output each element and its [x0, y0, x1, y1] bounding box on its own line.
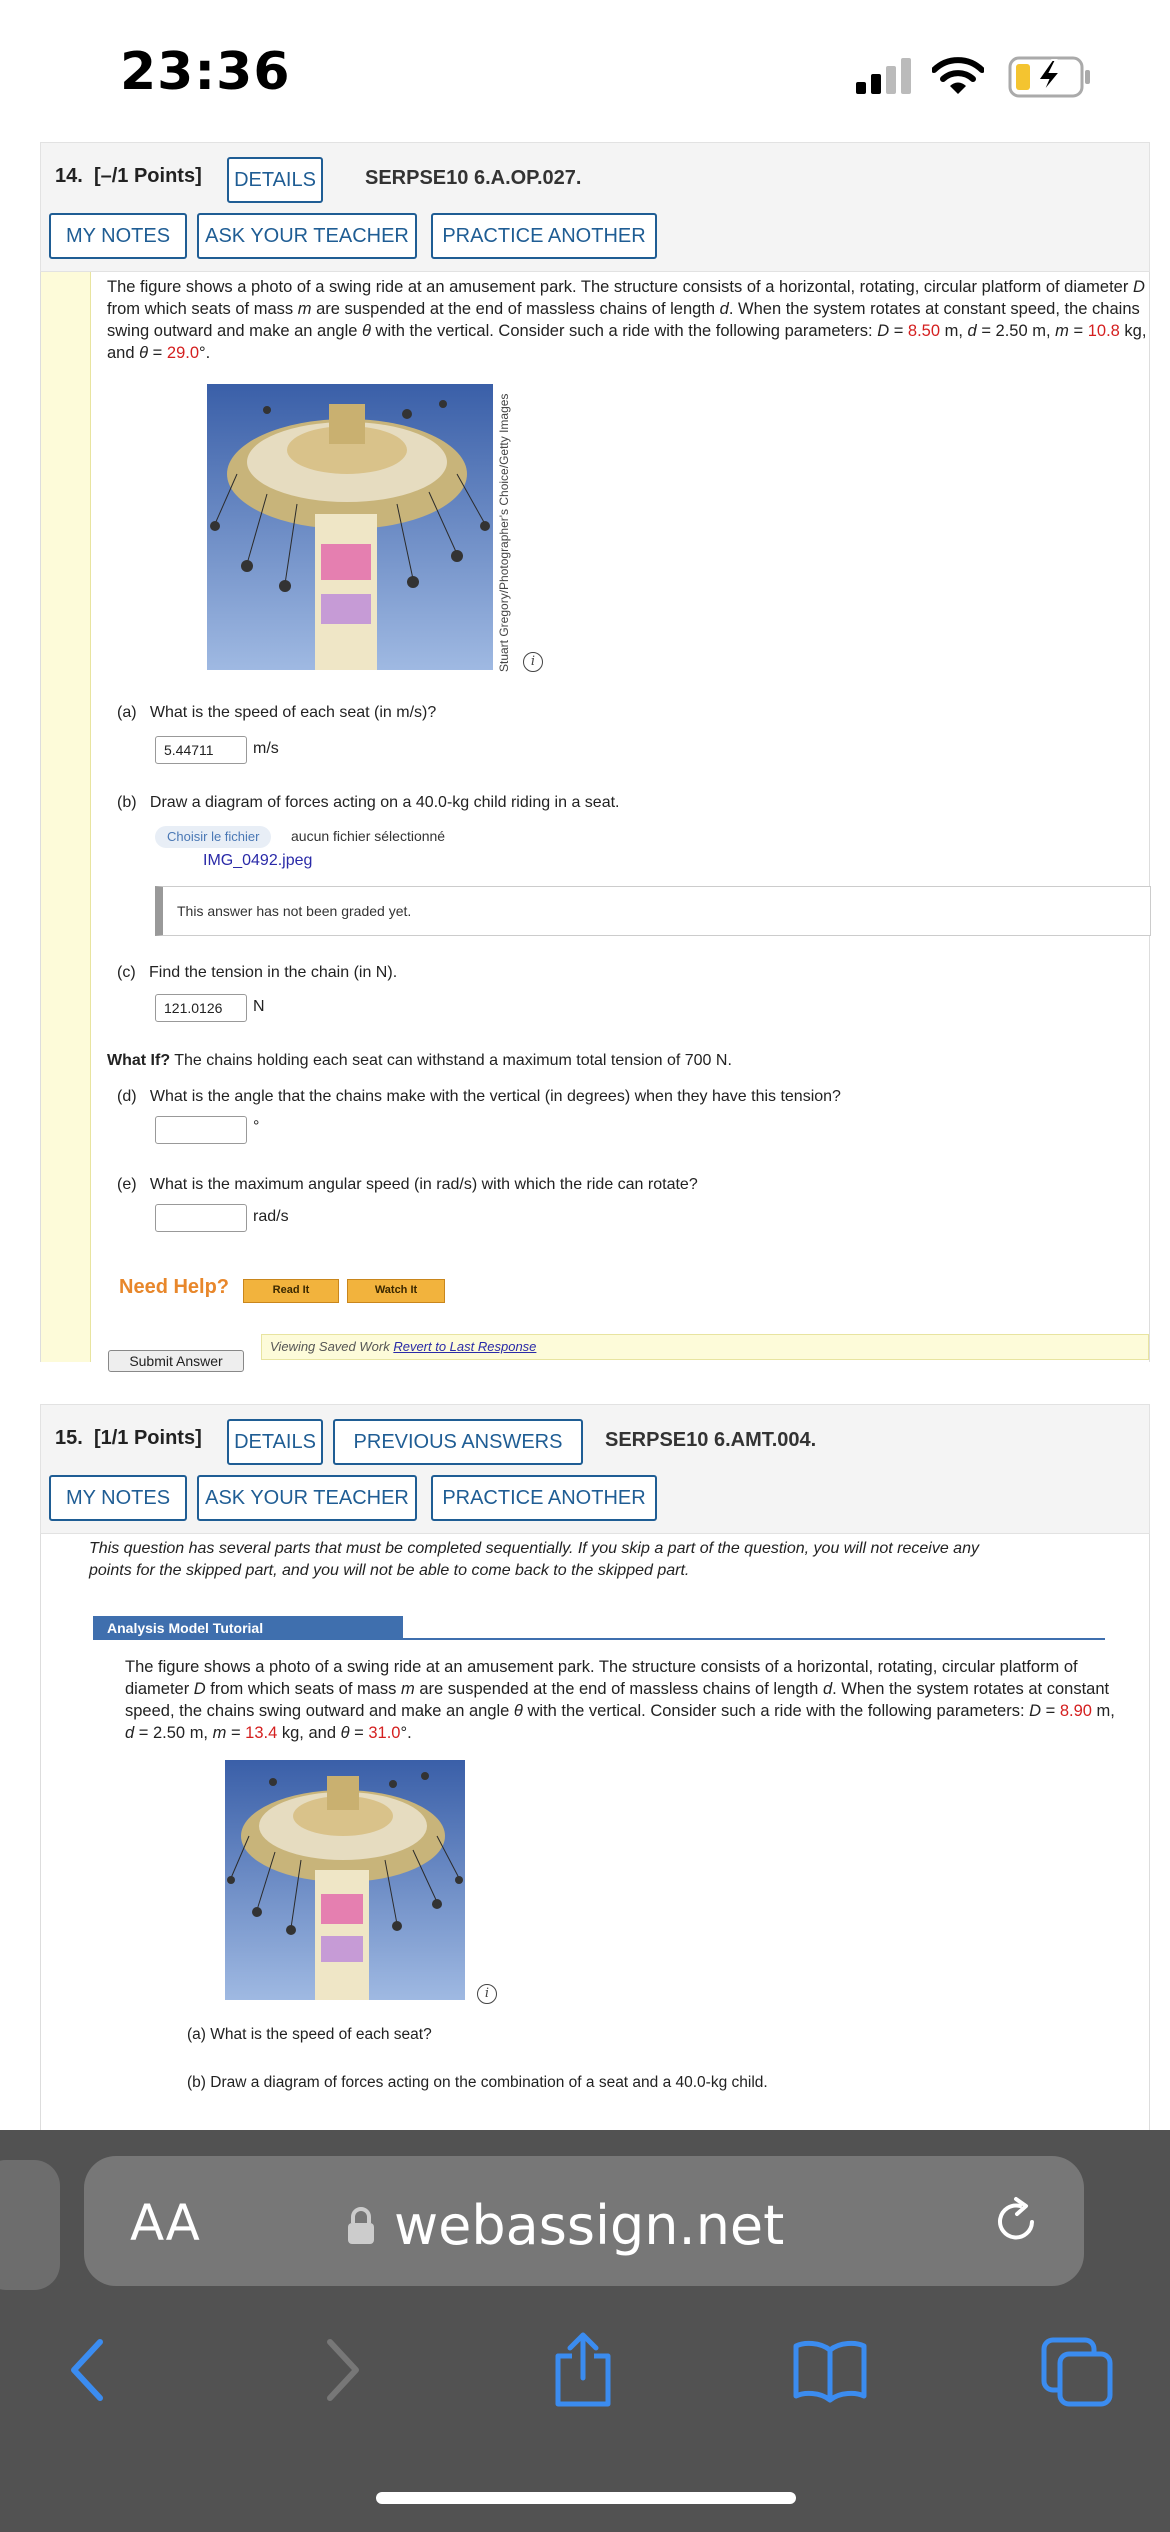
status-bar [0, 0, 1170, 140]
part-b-label: (b) Draw a diagram of forces acting on the combination of a seat and a 40.0-kg child. [187, 2074, 768, 2091]
watch-it-button[interactable]: Watch It [347, 1279, 445, 1303]
ask-teacher-button[interactable]: ASK YOUR TEACHER [197, 213, 417, 259]
part-a-answer-input[interactable]: 5.44711 [155, 736, 247, 764]
question-code: SERPSE10 6.A.OP.027. [365, 167, 582, 189]
part-a-label: (a) What is the speed of each seat (in m/s)? [117, 704, 437, 721]
home-indicator [376, 2492, 796, 2504]
question-text: The figure shows a photo of a swing ride at an amusement park. The structure consists of a horizontal, rotating, circular platform of diameter D from which seats of mass m are suspended at the end of massless chains of length d. When the system rotates at constant speed, the chains swing outward and make an angle θ with the vertical. Consider such a ride with the following parameters: D = 8.50 m, d = 2.50 m, m = 10.8 kg, and θ = 29.0°. [107, 278, 1147, 362]
sequential-note: This question has several parts that must be completed sequentially. If you skip a part of the question, you will not receive any points for the skipped part, and you will not be able to come back to the skipped part. [89, 1540, 979, 1579]
part-b-label: (b) Draw a diagram of forces acting on a 40.0-kg child riding in a seat. [117, 794, 620, 811]
battery-charging-icon [1008, 56, 1092, 98]
share-icon[interactable] [548, 2330, 618, 2410]
what-if-text: What If? The chains holding each seat can withstand a maximum total tension of 700 N. [107, 1052, 732, 1069]
ask-teacher-button[interactable]: ASK YOUR TEACHER [197, 1475, 417, 1521]
question-number: 14. [–/1 Points] [55, 165, 202, 187]
part-e-label: (e) What is the maximum angular speed (in rad/s) with which the ride can rotate? [117, 1176, 698, 1193]
part-a-label: (a) What is the speed of each seat? [187, 2026, 432, 2043]
info-icon[interactable]: i [477, 1984, 497, 2004]
webpage [0, 140, 1170, 2130]
practice-another-button[interactable]: PRACTICE ANOTHER [431, 1475, 657, 1521]
part-d-answer-input[interactable] [155, 1116, 247, 1144]
question-15-header [40, 1404, 1150, 1534]
part-c-unit: N [253, 998, 265, 1015]
read-it-button[interactable]: Read It [243, 1279, 339, 1303]
details-button[interactable]: DETAILS [227, 157, 323, 203]
text-size-button[interactable]: AA [130, 2194, 200, 2252]
clock: 23:36 [120, 42, 291, 102]
details-button[interactable]: DETAILS [227, 1419, 323, 1465]
swing-ride-photo [225, 1760, 465, 2000]
tutorial-divider [93, 1638, 1105, 1640]
question-number: 15. [1/1 Points] [55, 1427, 202, 1449]
choose-file-button[interactable]: Choisir le fichier [155, 826, 271, 848]
signal-icon [856, 58, 912, 94]
wifi-icon [932, 56, 984, 96]
question-text: The figure shows a photo of a swing ride at an amusement park. The structure consists of a horizontal, rotating, circular platform of diameter D from which seats of mass m are suspended at the end of massless chains of length d. When the system rotates at constant speed, the chains swing outward and make an angle θ with the vertical. Consider such a ride with the following parameters: D = 8.90 m, d = 2.50 m, m = 13.4 kg, and θ = 31.0°. [125, 1658, 1115, 1742]
my-notes-button[interactable]: MY NOTES [49, 213, 187, 259]
bookmarks-icon[interactable] [790, 2330, 870, 2410]
swing-ride-photo [207, 384, 493, 670]
url-text[interactable]: webassign.net [394, 2194, 785, 2257]
safari-toolbar [0, 2130, 1170, 2532]
photo-credit: Stuart Gregory/Photographer's Choice/Getty Images [497, 393, 511, 672]
my-notes-button[interactable]: MY NOTES [49, 1475, 187, 1521]
saved-work-bar: Viewing Saved Work Revert to Last Response [261, 1334, 1149, 1360]
part-c-label: (c) Find the tension in the chain (in N). [117, 964, 398, 981]
part-a-unit: m/s [253, 740, 279, 757]
question-15-body [40, 1534, 1150, 2130]
reload-icon[interactable] [992, 2196, 1042, 2246]
part-c-answer-input[interactable]: 121.0126 [155, 994, 247, 1022]
uploaded-file-link[interactable]: IMG_0492.jpeg [203, 852, 313, 869]
tutorial-title: Analysis Model Tutorial [93, 1616, 403, 1640]
info-icon[interactable]: i [523, 652, 543, 672]
question-14-header [40, 142, 1150, 272]
tabs-icon[interactable] [1040, 2330, 1114, 2410]
not-graded-note: This answer has not been graded yet. [155, 886, 1151, 936]
submit-answer-button[interactable]: Submit Answer [108, 1350, 244, 1372]
need-help-label: Need Help? [119, 1276, 230, 1298]
previous-answers-button[interactable]: PREVIOUS ANSWERS [333, 1419, 583, 1465]
part-e-answer-input[interactable] [155, 1204, 247, 1232]
question-14-body [40, 272, 1150, 1362]
no-file-selected-text: aucun fichier sélectionné [291, 828, 446, 844]
part-e-unit: rad/s [253, 1208, 289, 1225]
question-code: SERPSE10 6.AMT.004. [605, 1429, 817, 1451]
back-icon[interactable] [62, 2330, 112, 2410]
part-d-unit: ° [253, 1118, 260, 1135]
left-strip [41, 272, 91, 1362]
forward-icon[interactable] [318, 2330, 368, 2410]
part-d-label: (d) What is the angle that the chains make with the vertical (in degrees) when they have this tension? [117, 1088, 841, 1105]
practice-another-button[interactable]: PRACTICE ANOTHER [431, 213, 657, 259]
revert-link[interactable]: Revert to Last Response [393, 1339, 537, 1354]
previous-tab-preview[interactable] [0, 2160, 60, 2290]
lock-icon [346, 2206, 376, 2246]
address-bar[interactable] [84, 2156, 1084, 2286]
